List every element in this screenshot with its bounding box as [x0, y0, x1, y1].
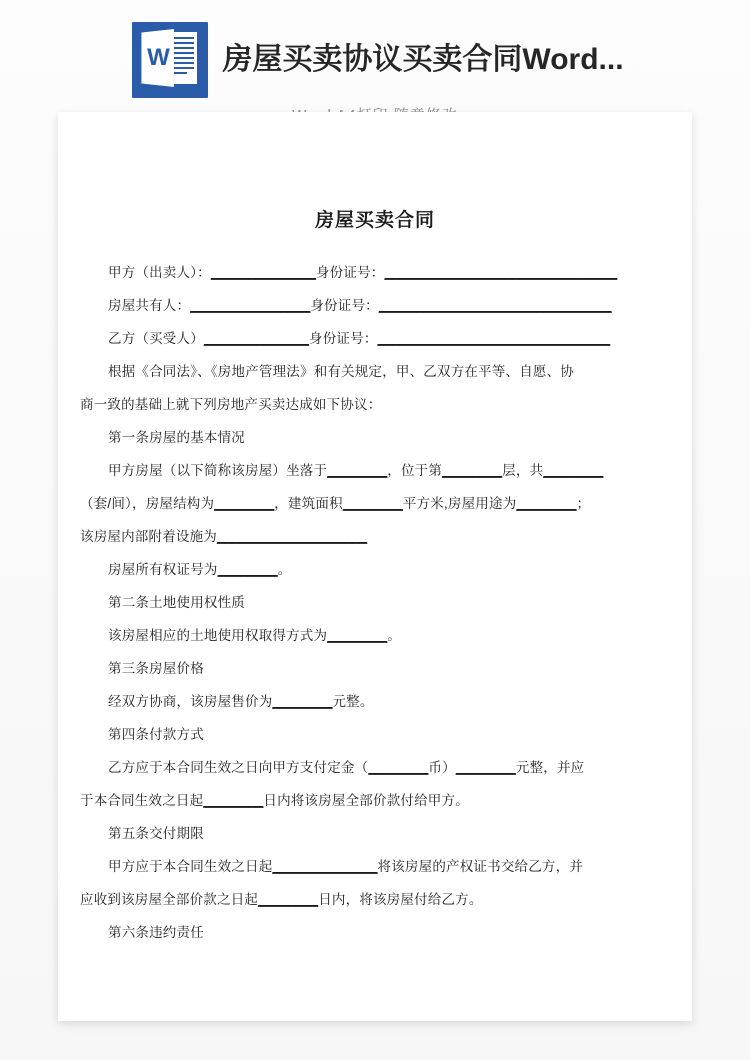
fill-in-blank: ________	[272, 694, 333, 709]
word-logo-letter: W	[147, 44, 169, 71]
document-paragraph	[80, 916, 670, 949]
paragraph-text: 。	[277, 562, 292, 577]
paragraph-text: 元整。	[332, 694, 374, 709]
paragraph-text: 币）	[428, 760, 456, 775]
paragraph-text: 应收到该房屋全部价款之日起	[80, 892, 259, 907]
document-paragraph	[80, 652, 670, 685]
paragraph-text: 层，共	[502, 463, 544, 478]
paragraph-text: 乙方应于本合同生效之日向甲方支付定金（	[108, 760, 369, 775]
paragraph-text: 该房屋内部附着设施为	[80, 529, 217, 544]
fill-in-blank: ________	[442, 463, 503, 478]
paragraph-text: 第三条房屋价格	[108, 661, 204, 676]
document-sheet	[58, 112, 692, 1021]
fill-in-blank: ________	[368, 760, 429, 775]
fill-in-blank: _______________________________	[384, 265, 618, 280]
word-logo-icon	[132, 22, 208, 98]
page-title: 房屋买卖协议买卖合同Word...	[222, 43, 624, 76]
paragraph-text: 房屋共有人：	[108, 298, 191, 313]
fill-in-blank: ________	[217, 562, 278, 577]
fill-in-blank: ________________	[190, 298, 311, 313]
paragraph-text: 商一致的基础上就下列房地产买卖达成如下协议：	[80, 397, 382, 412]
paragraph-text: 身份证号：	[309, 331, 378, 346]
paragraph-text: 甲方房屋（以下简称该房屋）坐落于	[108, 463, 328, 478]
fill-in-blank: ________	[327, 628, 388, 643]
paragraph-text: 乙方（买受人）	[108, 331, 204, 346]
fill-in-blank: ____________________	[217, 529, 368, 544]
fill-in-blank: ______________	[203, 331, 310, 346]
header	[0, 0, 750, 110]
paragraph-text: 第五条交付期限	[108, 826, 204, 841]
fill-in-blank: ________	[203, 793, 264, 808]
paragraph-text: 经双方协商，该房屋售价为	[108, 694, 273, 709]
paragraph-text: 第二条土地使用权性质	[108, 595, 245, 610]
paragraph-text: 甲方应于本合同生效之日起	[108, 859, 273, 874]
paragraph-text: 第一条房屋的基本情况	[108, 430, 245, 445]
document-paragraph	[80, 718, 670, 751]
document-paragraph	[80, 619, 670, 652]
fill-in-blank: ________	[516, 496, 577, 511]
paragraph-text: 第六条违约责任	[108, 925, 204, 940]
document-title: 房屋买卖合同	[314, 210, 435, 231]
paragraph-text: 甲方（出卖人）：	[108, 265, 211, 280]
document-paragraph	[80, 883, 670, 916]
document-paragraph	[80, 817, 670, 850]
paragraph-text: 第四条付款方式	[108, 727, 204, 742]
fill-in-blank: ______________	[272, 859, 378, 874]
paragraph-text: 该房屋相应的土地使用权取得方式为	[108, 628, 328, 643]
paragraph-text: 于本合同生效之日起	[80, 793, 204, 808]
paragraph-text: ，位于第	[387, 463, 443, 478]
document-paragraph	[80, 586, 670, 619]
fill-in-blank: ________	[342, 496, 403, 511]
document-paragraph	[80, 553, 670, 586]
fill-in-blank: ________	[543, 463, 604, 478]
document-paragraph	[80, 487, 670, 520]
document-paragraph	[80, 421, 670, 454]
paragraph-text: （套/间），房屋结构为	[80, 496, 215, 511]
document-paragraph	[80, 454, 670, 487]
document-paragraph	[80, 322, 670, 355]
fill-in-blank: ________	[327, 463, 388, 478]
document-paragraph	[80, 751, 670, 784]
document-paragraph	[80, 520, 670, 553]
paragraph-text: 平方米,房屋用途为	[402, 496, 517, 511]
fill-in-blank: ______________	[210, 265, 316, 280]
fill-in-blank: _______________________________	[377, 331, 611, 346]
paragraph-text: ；	[576, 496, 591, 511]
paragraph-text: 日内将该房屋全部价款付给甲方。	[263, 793, 469, 808]
paragraph-text: 。	[387, 628, 401, 643]
document-paragraph	[80, 850, 670, 883]
document-paragraph	[80, 289, 670, 322]
fill-in-blank: ________	[258, 892, 319, 907]
paragraph-text: 房屋所有权证号为	[108, 562, 218, 577]
fill-in-blank: ________	[455, 760, 516, 775]
document-paragraph	[80, 784, 670, 817]
header-title-row	[0, 22, 750, 98]
paragraph-text: 身份证号：	[310, 298, 379, 313]
paragraph-text: 日内，将该房屋付给乙方。	[318, 892, 483, 907]
fill-in-blank: _______________________________	[378, 298, 612, 313]
document-paragraph	[80, 388, 670, 421]
document-body	[58, 112, 692, 949]
paragraph-text: 将该房屋的产权证书交给乙方，并	[377, 859, 584, 874]
paragraph-text: ，建筑面积	[274, 496, 343, 511]
document-paragraph	[80, 685, 670, 718]
paragraph-text: 元整，并应	[515, 760, 585, 775]
document-paragraph	[80, 256, 670, 289]
paragraph-text: 根据《合同法》、《房地产管理法》和有关规定，甲、乙双方在平等、自愿、协	[108, 364, 574, 379]
document-paragraph-list	[70, 256, 680, 949]
paragraph-text: 身份证号：	[315, 265, 385, 280]
document-paragraph	[80, 355, 670, 388]
fill-in-blank: ________	[214, 496, 275, 511]
